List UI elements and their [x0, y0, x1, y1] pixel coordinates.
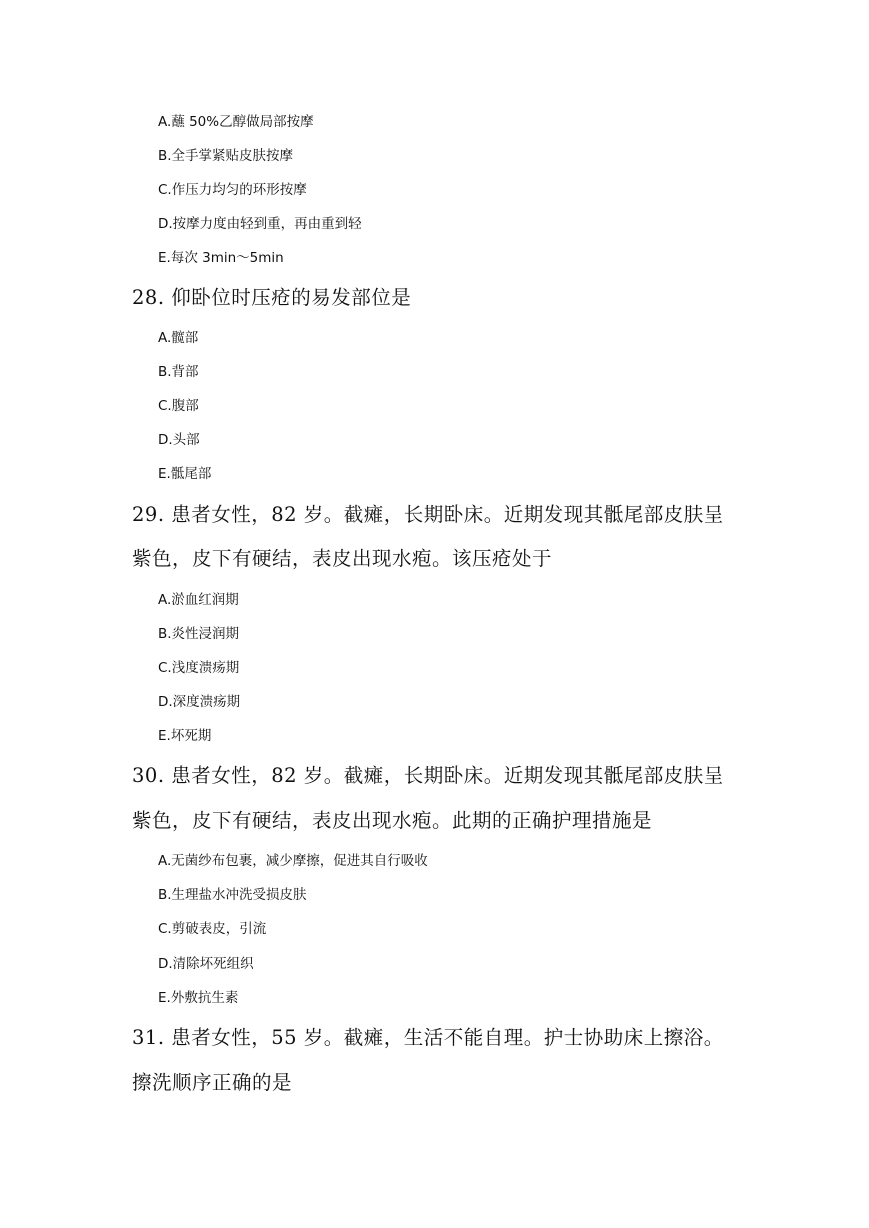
- q29-stem-line2: 紫色，皮下有硬结，表皮出现水疱。该压疮处于: [132, 547, 553, 570]
- q30-option-d: D.清除坏死组织: [158, 956, 254, 972]
- q30-option-a: A.无菌纱布包裹，减少摩擦，促进其自行吸收: [158, 853, 428, 869]
- q28-option-b: B.背部: [158, 364, 199, 380]
- q29-option-c: C.浅度溃疡期: [158, 660, 240, 676]
- q29-option-a: A.淤血红润期: [158, 592, 239, 608]
- q28-option-e: E.骶尾部: [158, 466, 212, 482]
- q30-stem-line2: 紫色，皮下有硬结，表皮出现水疱。此期的正确护理措施是: [132, 809, 653, 832]
- q27-option-c: C.作压力均匀的环形按摩: [158, 182, 307, 198]
- q30-option-b: B.生理盐水冲洗受损皮肤: [158, 887, 307, 903]
- q31-stem-line2: 擦洗顺序正确的是: [132, 1071, 293, 1094]
- q30-stem-line1: 30. 患者女性，82 岁。截瘫，长期卧床。近期发现其骶尾部皮肤呈: [132, 764, 724, 787]
- q28-option-c: C.腹部: [158, 398, 199, 414]
- q28-option-d: D.头部: [158, 432, 200, 448]
- q27-option-d: D.按摩力度由轻到重，再由重到轻: [158, 216, 362, 232]
- q30-option-c: C.剪破表皮，引流: [158, 921, 267, 937]
- q28-stem: 28. 仰卧位时压疮的易发部位是: [132, 286, 412, 309]
- q31-stem-line1: 31. 患者女性，55 岁。截瘫，生活不能自理。护士协助床上擦浴。: [132, 1026, 724, 1049]
- q28-option-a: A.髋部: [158, 330, 199, 346]
- q27-option-a: A.蘸 50%乙醇做局部按摩: [158, 114, 314, 130]
- q29-option-b: B.炎性浸润期: [158, 626, 240, 642]
- q29-option-e: E.坏死期: [158, 728, 212, 744]
- q27-option-b: B.全手掌紧贴皮肤按摩: [158, 148, 294, 164]
- q30-option-e: E.外敷抗生素: [158, 990, 239, 1006]
- q29-option-d: D.深度溃疡期: [158, 694, 241, 710]
- q27-option-e: E.每次 3min～5min: [158, 250, 284, 266]
- q29-stem-line1: 29. 患者女性，82 岁。截瘫，长期卧床。近期发现其骶尾部皮肤呈: [132, 503, 724, 526]
